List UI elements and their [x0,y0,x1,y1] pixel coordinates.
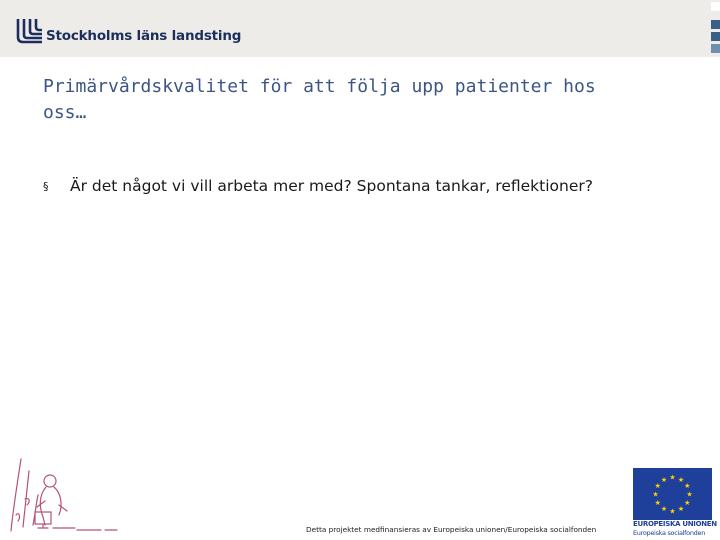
eu-star-icon: ★ [654,499,661,507]
eu-title: EUROPEISKA UNIONEN [633,520,717,528]
eu-logo [633,468,717,538]
decor-square [711,2,720,11]
bullet-text: Är det något vi vill arbeta mer med? Spontana tankar, reflektioner? [70,177,593,195]
eu-star-icon: ★ [684,482,691,490]
eu-star-icon: ★ [669,473,676,482]
eu-star-icon: ★ [669,507,676,516]
eu-star-icon: ★ [652,490,659,499]
bullet-item [43,172,643,201]
bullet-marker: § [43,180,49,193]
organization-name: Stockholms läns landsting [46,28,242,44]
sll-logo-icon [14,17,44,45]
eu-star-icon: ★ [677,475,685,484]
organization-logo [14,17,242,47]
decor-square [711,44,720,53]
header-bar [0,0,720,57]
bullet-list [43,172,643,201]
slide-title: Primärvårdskvalitet för att följa upp patienter hos oss… [43,76,596,123]
eu-star-icon: ★ [660,505,668,514]
corner-decoration [710,0,720,57]
decor-square [711,32,720,41]
eu-star-icon: ★ [686,490,693,499]
decor-square [711,20,720,29]
eu-star-icon: ★ [660,475,668,484]
eu-star-icon: ★ [684,499,691,507]
eu-star-icon: ★ [677,505,685,514]
funding-text: Detta projektet medfinansieras av Europeiska unionen/Europeiska socialfonden [306,525,597,534]
eu-flag-icon [633,468,712,520]
hand-drawn-figure-logo-icon [5,455,120,535]
eu-subtitle: Europeiska socialfonden [633,529,706,537]
eu-star-icon: ★ [654,482,661,490]
